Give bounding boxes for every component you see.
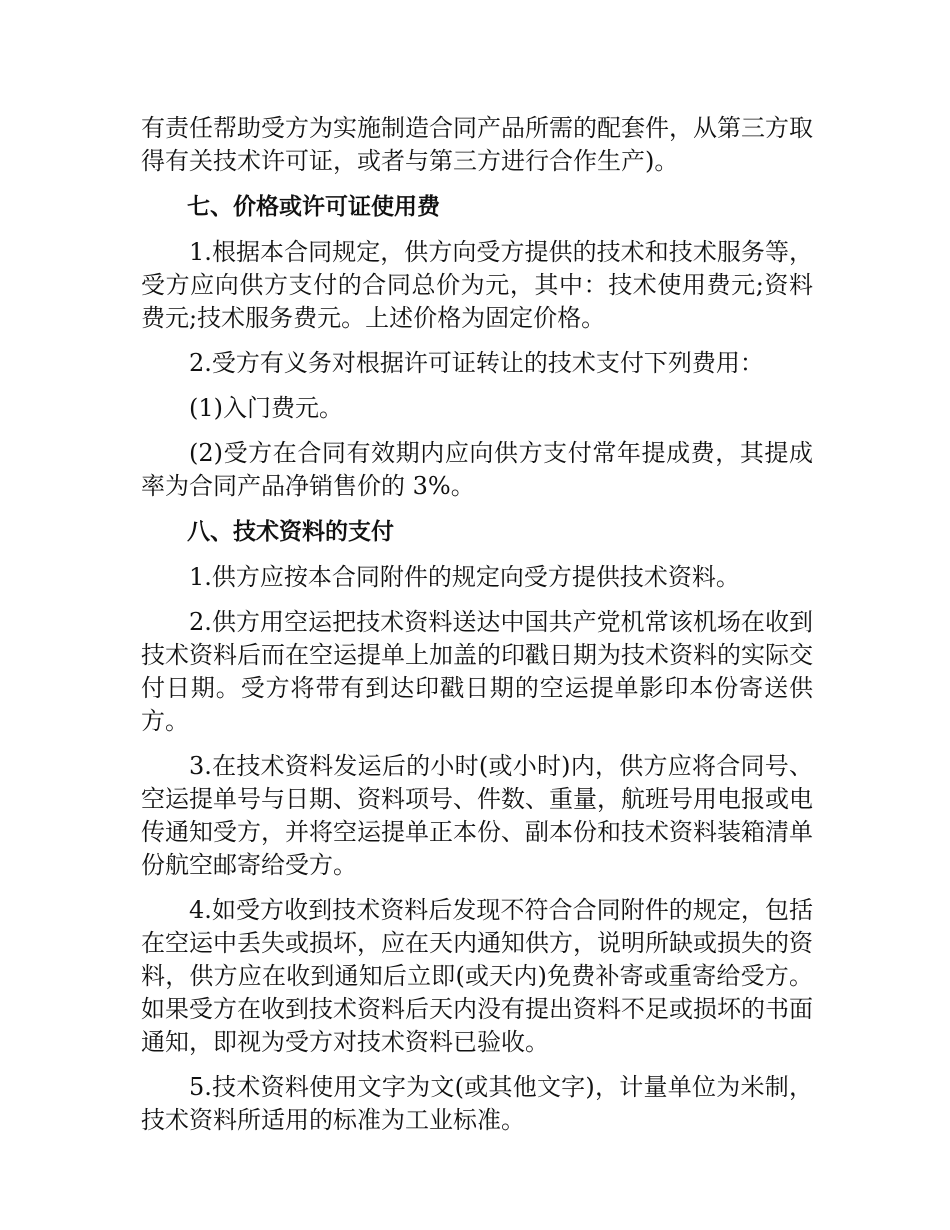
- paragraph-8-1: 1.供方应按本合同附件的规定向受方提供技术资料。: [189, 563, 740, 591]
- paragraph-7-1: 1.根据本合同规定，供方向受方提供的技术和技术服务等，受方应向供方支付的合同总价为元，其中：技术使用费元;资料费元;技术服务费元。上述价格为固定价格。: [141, 238, 813, 332]
- paragraph-continuation: 有责任帮助受方为实施制造合同产品所需的配套件，从第三方取得有关技术许可证，或者与第三方进行合作生产)。: [141, 114, 813, 175]
- paragraph-7-2: 2.受方有义务对根据许可证转让的技术支付下列费用：: [189, 349, 764, 377]
- document-page: [141, 112, 813, 1149]
- paragraph-8-3: 3.在技术资料发运后的小时(或小时)内，供方应将合同号、空运提单号与日期、资料项号、件数、重量，航班号用电报或电传通知受方，并将空运提单正本份、副本份和技术资料装箱清单份航空邮寄给受方。: [141, 752, 813, 879]
- section-heading-7: 七、价格或许可证使用费: [187, 194, 440, 220]
- paragraph-8-2: 2.供方用空运把技术资料送达中国共产党机常该机场在收到技术资料后而在空运提单上加盖的印戳日期为技术资料的实际交付日期。受方将带有到达印戳日期的空运提单影印本份寄送供方。: [141, 608, 813, 735]
- paragraph-8-4: 4.如受方收到技术资料后发现不符合合同附件的规定，包括在空运中丢失或损坏，应在天内通知供方，说明所缺或损失的资料，供方应在收到通知后立即(或天内)免费补寄或重寄给受方。如果受方在收到技术资料后天内没有提出资料不足或损坏的书面通知，即视为受方对技术资料已验收。: [141, 896, 813, 1056]
- paragraph-7-2-1: (1)入门费元。: [189, 394, 343, 422]
- paragraph-7-2-2: (2)受方在合同有效期内应向供方支付常年提成费，其提成率为合同产品净销售价的 3%。: [141, 439, 813, 500]
- paragraph-8-5: 5.技术资料使用文字为文(或其他文字)，计量单位为米制，技术资料所适用的标准为工业标准。: [141, 1073, 813, 1134]
- section-heading-8: 八、技术资料的支付: [187, 519, 394, 545]
